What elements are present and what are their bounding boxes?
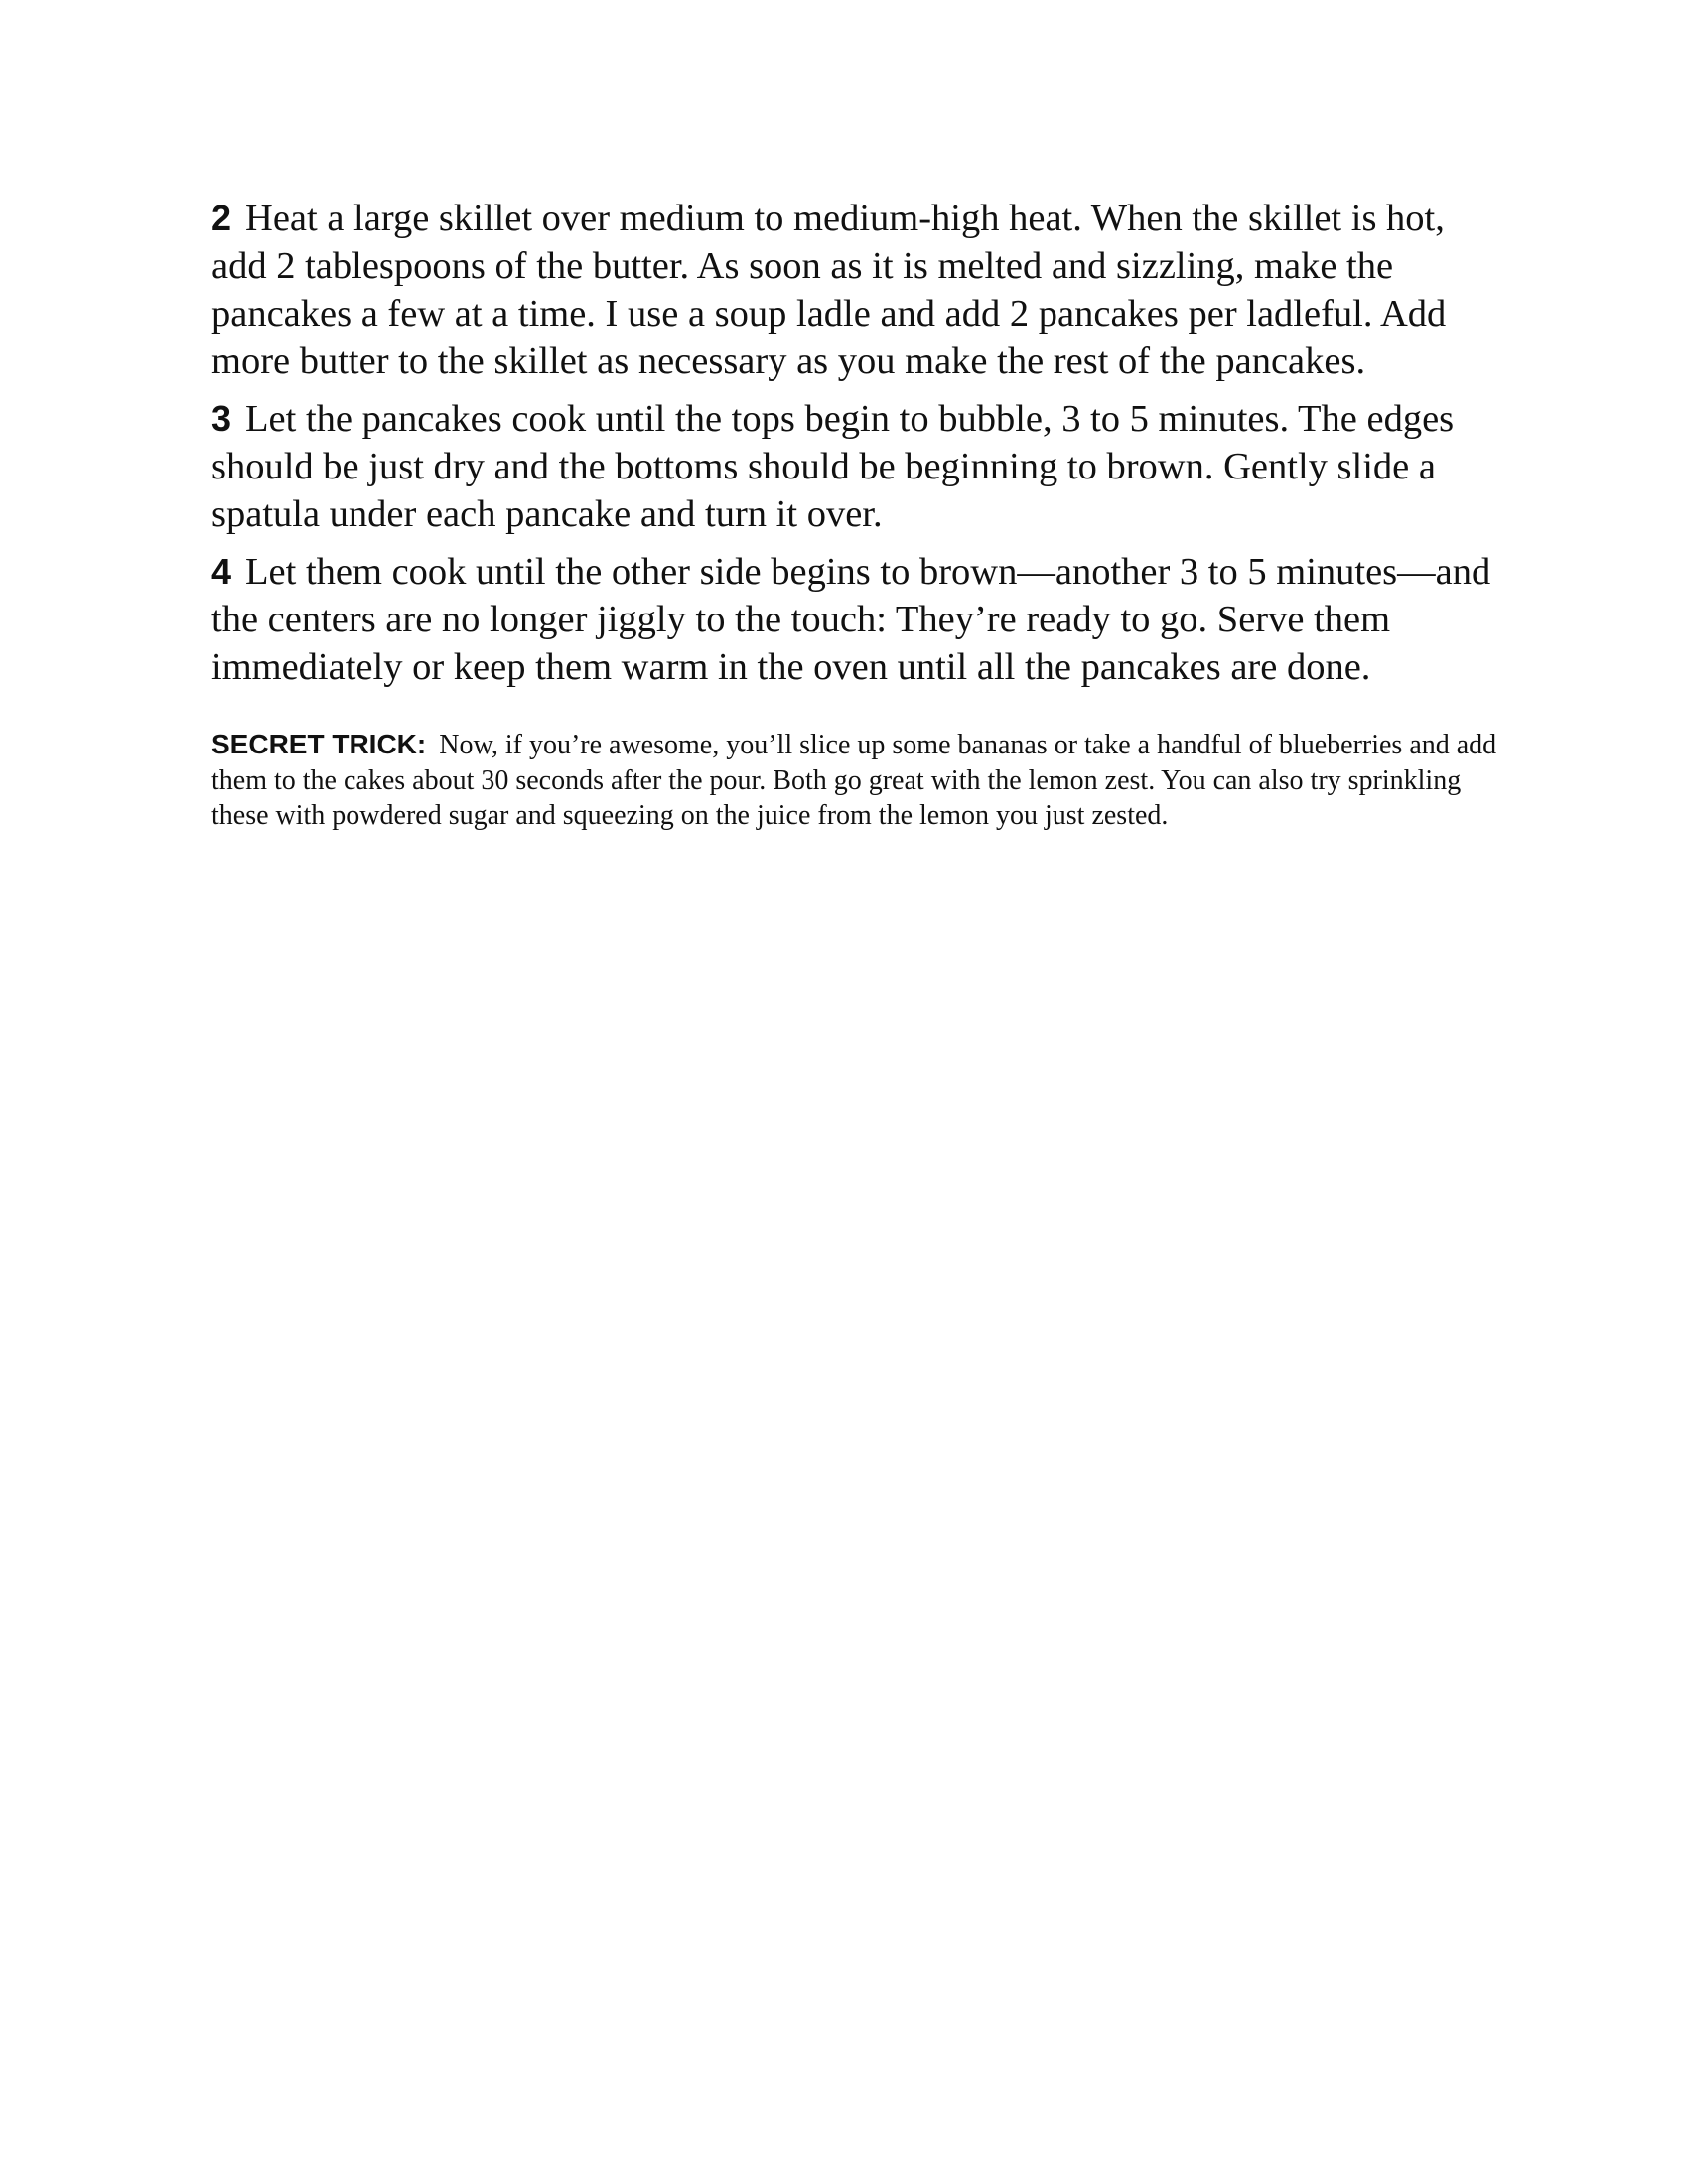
secret-trick-note bbox=[211, 727, 1502, 834]
step-number: 4 bbox=[211, 551, 232, 592]
secret-trick-label: SECRET TRICK: bbox=[211, 729, 427, 759]
step-number: 3 bbox=[211, 398, 232, 439]
step-text: Heat a large skillet over medium to medium-high heat. When the skillet is hot, add 2 tablespoons of the butter. As soon as it is melted and sizzling, make the pancakes a few at a time. I use a soup ladle and add 2 pancakes per ladleful. Add more butter to the skillet as necessary as you make the rest of the pancakes. bbox=[211, 198, 1447, 382]
secret-trick-text: Now, if you’re awesome, you’ll slice up some bananas or take a handful of blueberries and add them to the cakes about 30 seconds after the pour. Both go great with the lemon zest. You can also try sprinkling these with powdered sugar and squeezing on the juice from the lemon you just zested. bbox=[211, 730, 1497, 831]
step-number: 2 bbox=[211, 198, 232, 238]
step-text: Let the pancakes cook until the tops begin to bubble, 3 to 5 minutes. The edges should be just dry and the bottoms should be beginning to brown. Gently slide a spatula under each pancake and turn it over. bbox=[211, 398, 1455, 535]
recipe-content bbox=[211, 195, 1502, 834]
step-text: Let them cook until the other side begins to brown—another 3 to 5 minutes—and the centers are no longer jiggly to the touch: They’re ready to go. Serve them immediately or keep them warm in the oven until all the pancakes are done. bbox=[211, 551, 1491, 688]
recipe-step-3 bbox=[211, 395, 1502, 538]
recipe-step-4 bbox=[211, 548, 1502, 691]
recipe-step-2 bbox=[211, 195, 1502, 385]
